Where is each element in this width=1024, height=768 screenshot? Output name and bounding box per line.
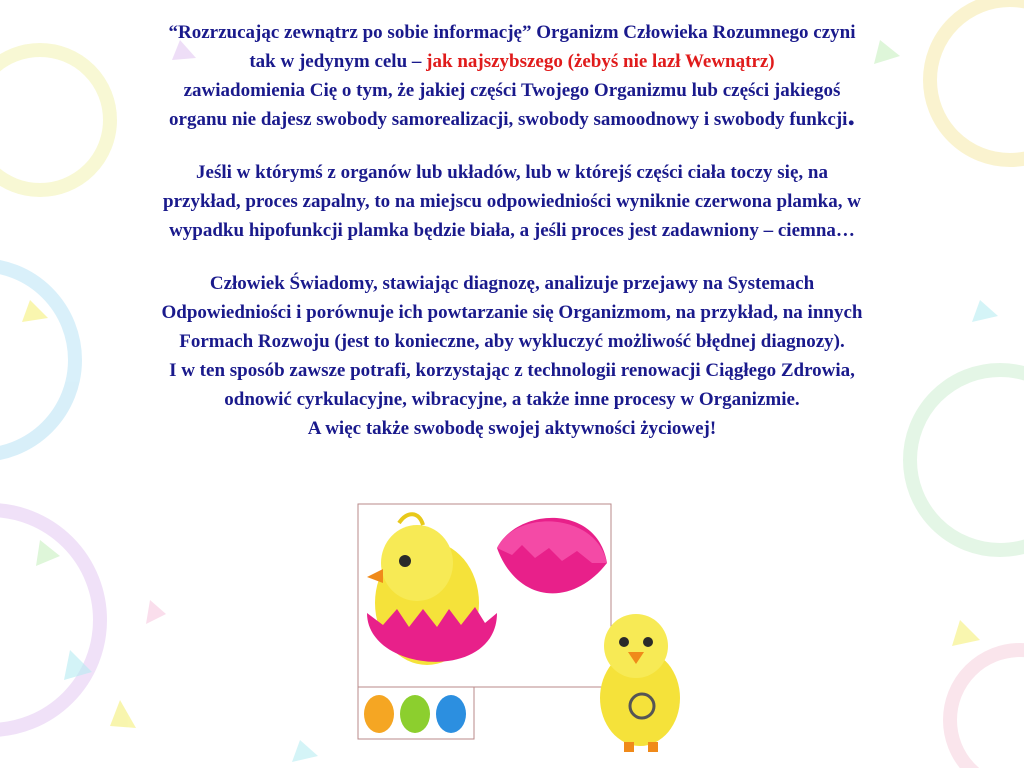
p2-line-1: Jeśli w którymś z organów lub układów, lub w którejś części ciała toczy się, na: [196, 162, 828, 183]
p2-line-3: wypadku hipofunkcji plamka będzie biała, a jeśli proces jest zadawniony – ciemna…: [169, 220, 855, 241]
standing-chick-picture: [590, 608, 690, 756]
paragraph-3: [18, 269, 1006, 443]
paragraph-2: [18, 158, 1006, 245]
p1-highlight-text: jak najszybszego (żebyś nie lazł Wewnątrz): [426, 51, 775, 72]
p1-line-3: zawiadomienia Cię o tym, że jakiej części Twojego Organizmu lub części jakiegoś: [183, 80, 841, 101]
paragraph-1: [18, 18, 1006, 134]
p1-line-2-start: tak w jedynym celu –: [249, 51, 427, 72]
p3-line-2: Odpowiedniości i porównuje ich powtarzanie się Organizmom, na przykład, na innych: [161, 302, 863, 323]
chick-in-egg-picture: [357, 503, 612, 688]
slide-body-text: [18, 18, 1006, 443]
p3-line-3: Formach Rozwoju (jest to konieczne, aby wykluczyć możliwość błędnej diagnozy).: [179, 331, 845, 352]
p2-line-2: przykład, proces zapalny, to na miejscu odpowiedniości wyniknie czerwona plamka, w: [163, 191, 861, 212]
p1-line-4-period: .: [847, 99, 855, 132]
p3-line-4: I w ten sposób zawsze potrafi, korzystając z technologii renowacji Ciągłego Zdrowia,: [169, 360, 855, 381]
p3-line-1: Człowiek Świadomy, stawiając diagnozę, analizuje przejawy na Systemach: [209, 273, 815, 294]
p3-line-6: A więc także swobodę swojej aktywności życiowej!: [307, 418, 717, 439]
p1-line-1: “Rozrzucając zewnątrz po sobie informację” Organizm Człowieka Rozumnego czyni: [168, 22, 856, 43]
three-easter-eggs-picture: [357, 686, 475, 740]
p3-line-5: odnowić cyrkulacyjne, wibracyjne, a także inne procesy w Organizmie.: [224, 389, 800, 410]
p1-line-4: organu nie dajesz swobody samorealizacji, swobody samoodnowy i swobody funkcji: [169, 109, 848, 130]
